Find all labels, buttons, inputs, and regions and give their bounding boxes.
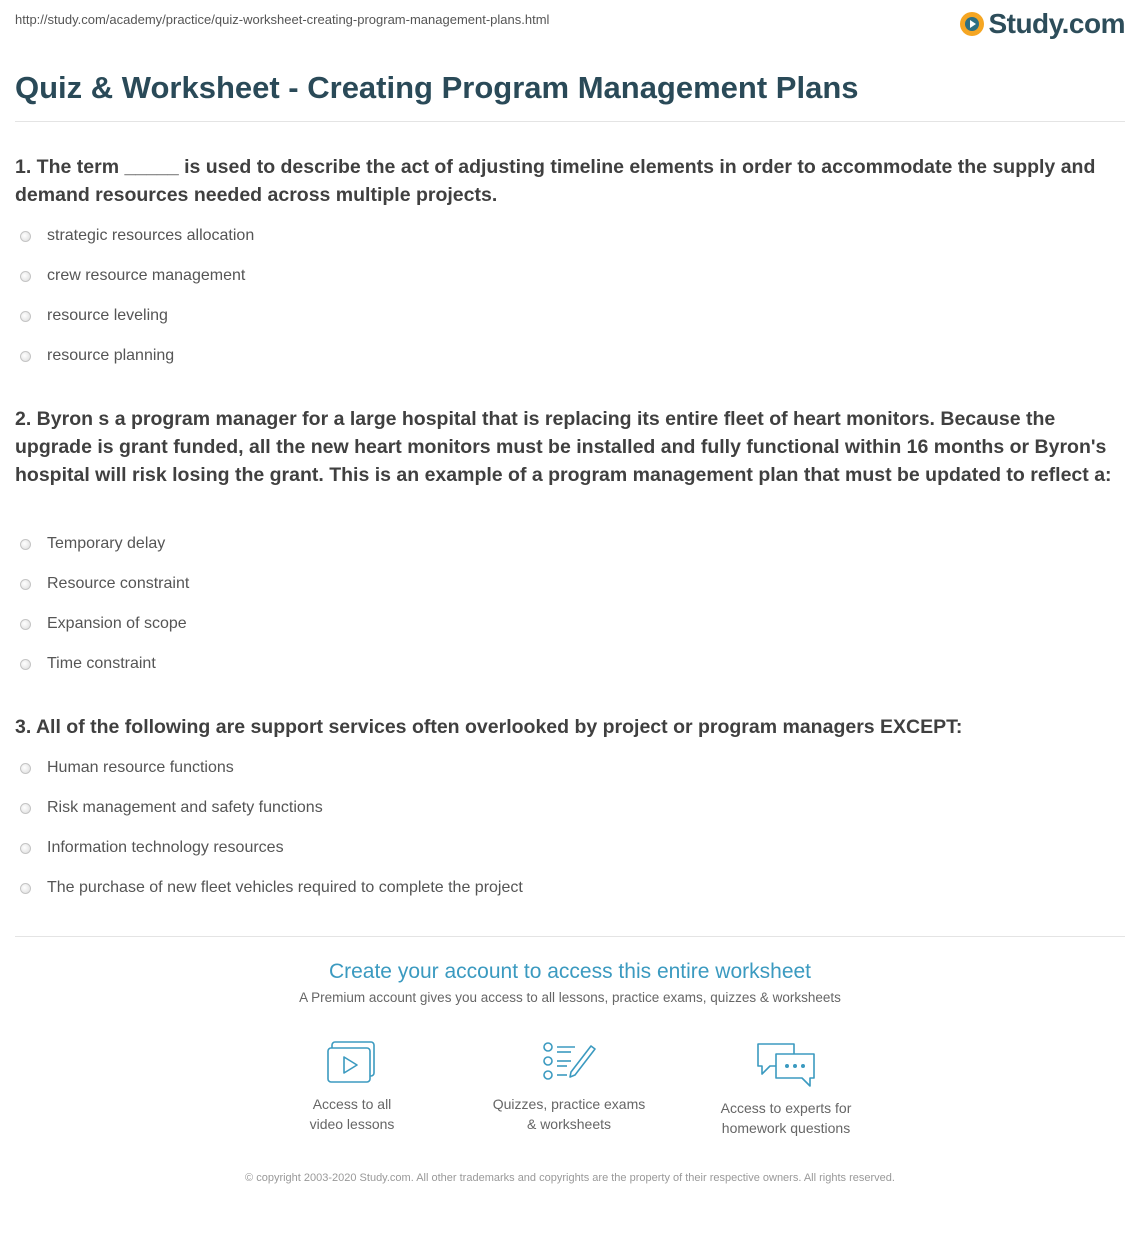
answer-option[interactable] [20, 604, 1120, 644]
page-header [15, 0, 1125, 62]
chat-bubbles-icon [754, 1040, 818, 1088]
radio-button[interactable] [20, 763, 31, 774]
answer-label: Time constraint [47, 655, 156, 672]
radio-button[interactable] [20, 311, 31, 322]
copyright-footer: © copyright 2003-2020 Study.com. All other trademarks and copyrights are the property of their respective owners. All rights reserved. [245, 1172, 895, 1184]
radio-button[interactable] [20, 539, 31, 550]
answer-label: Risk management and safety functions [47, 799, 323, 816]
answer-option[interactable] [20, 644, 1120, 684]
question-3: 3. All of the following are support services often overlooked by project or program managers EXCEPT: [15, 716, 963, 738]
answer-label: Temporary delay [47, 535, 166, 552]
answer-option[interactable] [20, 564, 1120, 604]
video-lesson-icon [326, 1040, 378, 1084]
quiz-checklist-icon [541, 1040, 597, 1084]
study-logo[interactable] [960, 8, 1125, 40]
answer-label: Expansion of scope [47, 615, 187, 632]
premium-description: A Premium account gives you access to all lessons, practice exams, quizzes & worksheets [299, 990, 841, 1005]
feature-experts [696, 1040, 876, 1138]
logo-text: Study.com [988, 8, 1125, 39]
answer-label: Human resource functions [47, 759, 234, 776]
radio-button[interactable] [20, 803, 31, 814]
feature-label: Quizzes, practice exams & worksheets [492, 1096, 646, 1132]
answer-label: crew resource management [47, 267, 246, 284]
radio-button[interactable] [20, 351, 31, 362]
page-title: Quiz & Worksheet - Creating Program Management Plans [15, 70, 859, 105]
answer-option[interactable] [20, 524, 1120, 564]
feature-video-lessons [262, 1040, 442, 1134]
feature-quizzes [479, 1040, 659, 1134]
radio-button[interactable] [20, 231, 31, 242]
radio-button[interactable] [20, 271, 31, 282]
feature-label: Access to all video lessons [309, 1096, 395, 1132]
radio-button[interactable] [20, 619, 31, 630]
answer-option[interactable] [20, 868, 1120, 908]
radio-button[interactable] [20, 843, 31, 854]
title-divider [15, 121, 1125, 122]
answer-option[interactable] [20, 296, 1120, 336]
answer-option[interactable] [20, 788, 1120, 828]
feature-label: Access to experts for homework questions [720, 1100, 852, 1136]
section-divider [15, 936, 1125, 937]
answer-option[interactable] [20, 216, 1120, 256]
answer-list-2 [20, 524, 1120, 684]
question-2: 2. Byron s a program manager for a large hospital that is replacing its entire fleet of heart monitors. Because the upgrade is grant funded, all the new heart monitors must be installed and fully functional within 16 months or Byron's hospital will risk losing the grant. This is an example of a program management plan that must be updated to reflect a: [15, 408, 1112, 486]
answer-list-3 [20, 748, 1120, 908]
radio-button[interactable] [20, 883, 31, 894]
answer-option[interactable] [20, 828, 1120, 868]
answer-label: The purchase of new fleet vehicles required to complete the project [47, 879, 523, 896]
answer-list-1 [20, 216, 1120, 376]
answer-option[interactable] [20, 748, 1120, 788]
answer-label: Information technology resources [47, 839, 284, 856]
answer-label: resource planning [47, 347, 175, 364]
answer-label: strategic resources allocation [47, 227, 255, 244]
play-circle-icon [960, 12, 984, 36]
question-1: 1. The term _____ is used to describe the act of adjusting timeline elements in order to accommodate the supply and demand resources needed across multiple projects. [15, 156, 1096, 206]
radio-button[interactable] [20, 659, 31, 670]
answer-option[interactable] [20, 256, 1120, 296]
answer-label: resource leveling [47, 307, 168, 324]
radio-button[interactable] [20, 579, 31, 590]
answer-label: Resource constraint [47, 575, 190, 592]
answer-option[interactable] [20, 336, 1120, 376]
create-account-link[interactable]: Create your account to access this entire worksheet [328, 960, 812, 983]
page-url: http://study.com/academy/practice/quiz-worksheet-creating-program-management-plans.html [15, 12, 550, 27]
